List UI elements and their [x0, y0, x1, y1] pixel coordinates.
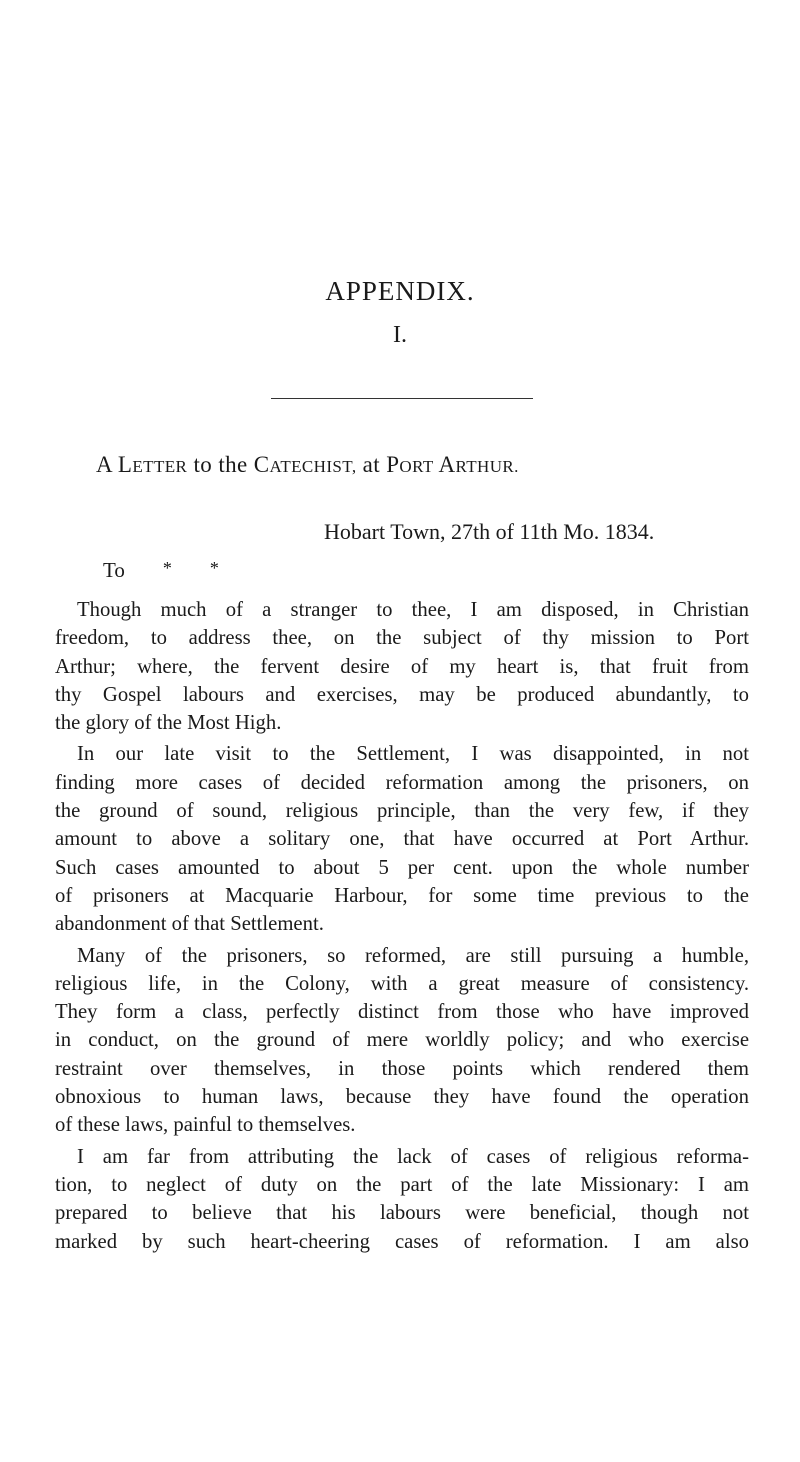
- text-line: obnoxious to human laws, because they have found the operation: [55, 1086, 749, 1109]
- salutation-mark: *: [162, 558, 172, 578]
- letter-salutation: [103, 558, 219, 583]
- letter-dateline: Hobart Town, 27th of 11th Mo. 1834.: [324, 519, 655, 544]
- paragraph: [55, 1143, 749, 1256]
- text-line: the glory of the Most High.: [55, 712, 282, 735]
- text-line: They form a class, perfectly distinct from those who have improved: [55, 1001, 749, 1024]
- text-line: Such cases amounted to about 5 per cent. upon the whole number: [55, 856, 749, 879]
- text-line: freedom, to address thee, on the subject of thy mission to Port: [55, 627, 749, 650]
- paragraph: [55, 942, 749, 1140]
- paragraph: [55, 740, 749, 938]
- text-line: the ground of sound, religious principle, than the very few, if they: [55, 800, 749, 823]
- appendix-numeral: I.: [393, 322, 407, 348]
- text-line: of prisoners at Macquarie Harbour, for some time previous to the: [55, 884, 749, 907]
- text-line: restraint over themselves, in those points which rendered them: [55, 1057, 749, 1080]
- text-line: tion, to neglect of duty on the part of the late Missionary: I am: [55, 1173, 749, 1196]
- text-line: of these laws, painful to themselves.: [55, 1114, 356, 1137]
- text-line: finding more cases of decided reformation among the prisoners, on: [55, 771, 749, 794]
- text-line: thy Gospel labours and exercises, may be produced abundantly, to: [55, 683, 749, 706]
- appendix-heading: APPENDIX.: [325, 276, 475, 306]
- text-line: religious life, in the Colony, with a great measure of consistency.: [55, 972, 749, 995]
- letter-title: A LETTER to the CATECHIST, at PORT ARTHUR.: [96, 452, 519, 477]
- text-line: marked by such heart-cheering cases of reformation. I am also: [55, 1230, 749, 1253]
- text-line: abandonment of that Settlement.: [55, 913, 324, 936]
- text-line: I am far from attributing the lack of cases of religious reforma-: [77, 1145, 749, 1168]
- text-line: in conduct, on the ground of mere worldly policy; and who exercise: [55, 1029, 749, 1052]
- text-line: Though much of a stranger to thee, I am disposed, in Christian: [77, 599, 749, 621]
- salutation-text: To: [103, 558, 125, 582]
- salutation-mark: *: [209, 558, 219, 578]
- text-line: Arthur; where, the fervent desire of my heart is, that fruit from: [55, 655, 749, 678]
- letter-body: [55, 596, 749, 1259]
- text-line: prepared to believe that his labours were beneficial, though not: [55, 1202, 749, 1225]
- text-line: Many of the prisoners, so reformed, are still pursuing a humble,: [77, 944, 749, 967]
- paragraph: [55, 596, 749, 737]
- text-line: In our late visit to the Settlement, I was disappointed, in not: [77, 743, 749, 766]
- section-divider: [271, 398, 533, 399]
- text-line: amount to above a solitary one, that have occurred at Port Arthur.: [55, 828, 749, 851]
